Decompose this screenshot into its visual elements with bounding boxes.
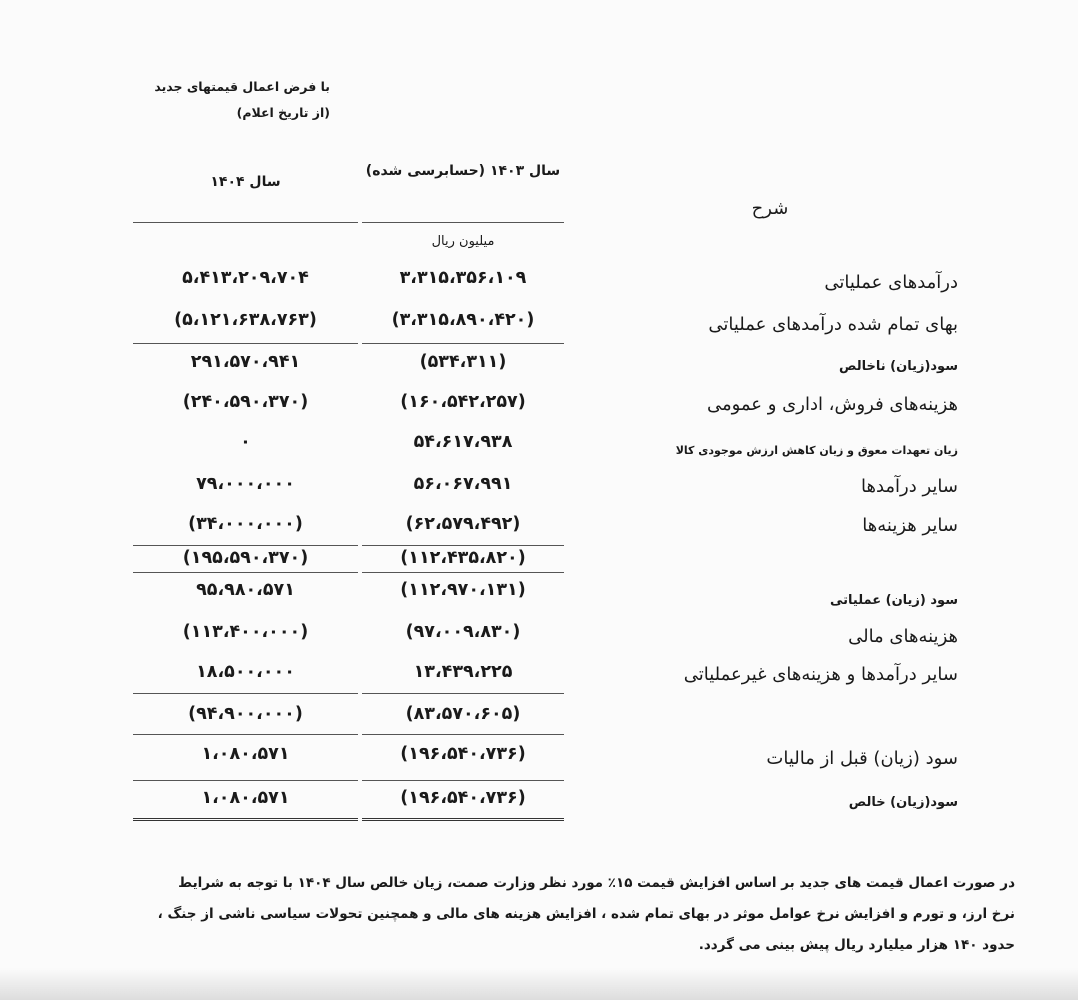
value-1403: (۱۶۰،۵۴۲،۲۵۷) (400, 392, 526, 412)
value-1404: ۱،۰۸۰،۵۷۱ (201, 744, 290, 764)
subtotal-line (362, 734, 564, 735)
row-label-operating-revenue: درآمدهای عملیاتی (824, 272, 958, 293)
total-double-underline (362, 818, 564, 821)
value-1403: (۶۲،۵۷۹،۴۹۲) (405, 514, 521, 534)
total-double-underline (133, 818, 358, 821)
subtotal-value-1403: (۸۳،۵۷۰،۶۰۵) (405, 704, 521, 724)
row-label-impairment-loss: زیان تعهدات معوق و زیان کاهش ارزش موجودی کالا (675, 444, 958, 457)
value-1403: (۱۱۲،۹۷۰،۱۳۱) (400, 580, 526, 600)
row-label-other-income: سایر درآمدها (860, 476, 958, 497)
description-header: شرح (751, 198, 789, 219)
subtotal-line (133, 693, 358, 694)
subtotal-line (362, 780, 564, 781)
value-1404: ۹۵،۹۸۰،۵۷۱ (196, 580, 295, 600)
row-label-sga-expenses: هزینه‌های فروش، اداری و عمومی (706, 394, 958, 415)
value-1403: ۳،۳۱۵،۳۵۶،۱۰۹ (399, 268, 527, 288)
row-label-operating-profit: سود (زیان) عملیاتی (829, 593, 958, 608)
page-bottom-shadow (0, 968, 1078, 1000)
subtotal-value-1404: (۱۹۵،۵۹۰،۳۷۰) (182, 548, 309, 568)
value-1404: ۲۹۱،۵۷۰،۹۴۱ (190, 352, 301, 372)
subtotal-line (133, 734, 358, 735)
value-1403: ۱۳،۴۳۹،۲۲۵ (413, 662, 513, 682)
subtotal-value-1404: (۹۴،۹۰۰،۰۰۰) (188, 704, 303, 724)
subtotal-line (362, 545, 564, 546)
unit-label: میلیون ریال (431, 234, 495, 249)
value-1404: (۳۴،۰۰۰،۰۰۰) (188, 514, 303, 534)
value-1403: ۵۶،۰۶۷،۹۹۱ (413, 474, 513, 494)
value-1403: (۱۹۶،۵۴۰،۷۳۶) (400, 744, 526, 764)
value-1404: ۱،۰۸۰،۵۷۱ (201, 788, 290, 808)
value-1403: (۳،۳۱۵،۸۹۰،۴۲۰) (391, 310, 535, 330)
footnote: در صورت اعمال قیمت های جدید بر اساس افزایش قیمت ۱۵٪ مورد نظر وزارت صمت، زیان خالص سال ۱۴۰۴ با توجه به شرایط نرخ ارز، و تورم و افزایش نرخ عوامل موثر در بهای تمام شده ، افزایش هزینه های مالی و همچنین تحولات سیاسی ناشی از جنگ ، حدود ۱۴۰ هزار میلیارد ریال پیش بینی می گردد. (157, 875, 1015, 953)
header-divider-1403 (362, 222, 564, 223)
subtotal-line (133, 545, 358, 546)
value-1403: ۵۴،۶۱۷،۹۳۸ (413, 432, 513, 452)
subtotal-value-1403: (۱۱۲،۴۳۵،۸۲۰) (400, 548, 526, 568)
column-header-1403: سال ۱۴۰۳ (حسابرسی شده) (365, 163, 561, 179)
column-header-1404: سال ۱۴۰۴ (210, 174, 281, 190)
row-label-finance-costs: هزینه‌های مالی (848, 626, 958, 647)
value-1404: ۰ (240, 432, 251, 452)
subtotal-line (362, 343, 564, 344)
value-1404: ۷۹،۰۰۰،۰۰۰ (196, 474, 295, 494)
subtotal-line (133, 780, 358, 781)
subtotal-line (362, 693, 564, 694)
value-1403: (۱۹۶،۵۴۰،۷۳۶) (400, 788, 526, 808)
value-1403: (۵۳۴،۳۱۱) (419, 352, 507, 372)
assumption-note: با فرض اعمال قیمتهای جدید (از تاریخ اعلام) (154, 79, 330, 120)
value-1404: ۱۸،۵۰۰،۰۰۰ (196, 662, 295, 682)
value-1404: (۲۴۰،۵۹۰،۳۷۰) (182, 392, 309, 412)
value-1403: (۹۷،۰۰۹،۸۳۰) (405, 622, 521, 642)
header-divider-1404 (133, 222, 358, 223)
row-label-cost-of-revenue: بهای تمام شده درآمدهای عملیاتی (708, 314, 958, 335)
row-label-net-profit: سود(زیان) خالص (848, 795, 958, 810)
value-1404: (۵،۱۲۱،۶۳۸،۷۶۳) (174, 310, 317, 330)
subtotal-line (133, 343, 358, 344)
row-label-other-expenses: سایر هزینه‌ها (862, 515, 958, 536)
row-label-gross-profit: سود(زیان) ناخالص (839, 359, 958, 374)
value-1404: (۱۱۳،۴۰۰،۰۰۰) (182, 622, 309, 642)
row-label-profit-before-tax: سود (زیان) قبل از مالیات (766, 748, 958, 769)
value-1404: ۵،۴۱۳،۲۰۹،۷۰۴ (182, 268, 309, 288)
row-label-non-operating: سایر درآمدها و هزینه‌های غیرعملیاتی (683, 664, 958, 685)
subtotal-line (362, 572, 564, 573)
subtotal-line (133, 572, 358, 573)
